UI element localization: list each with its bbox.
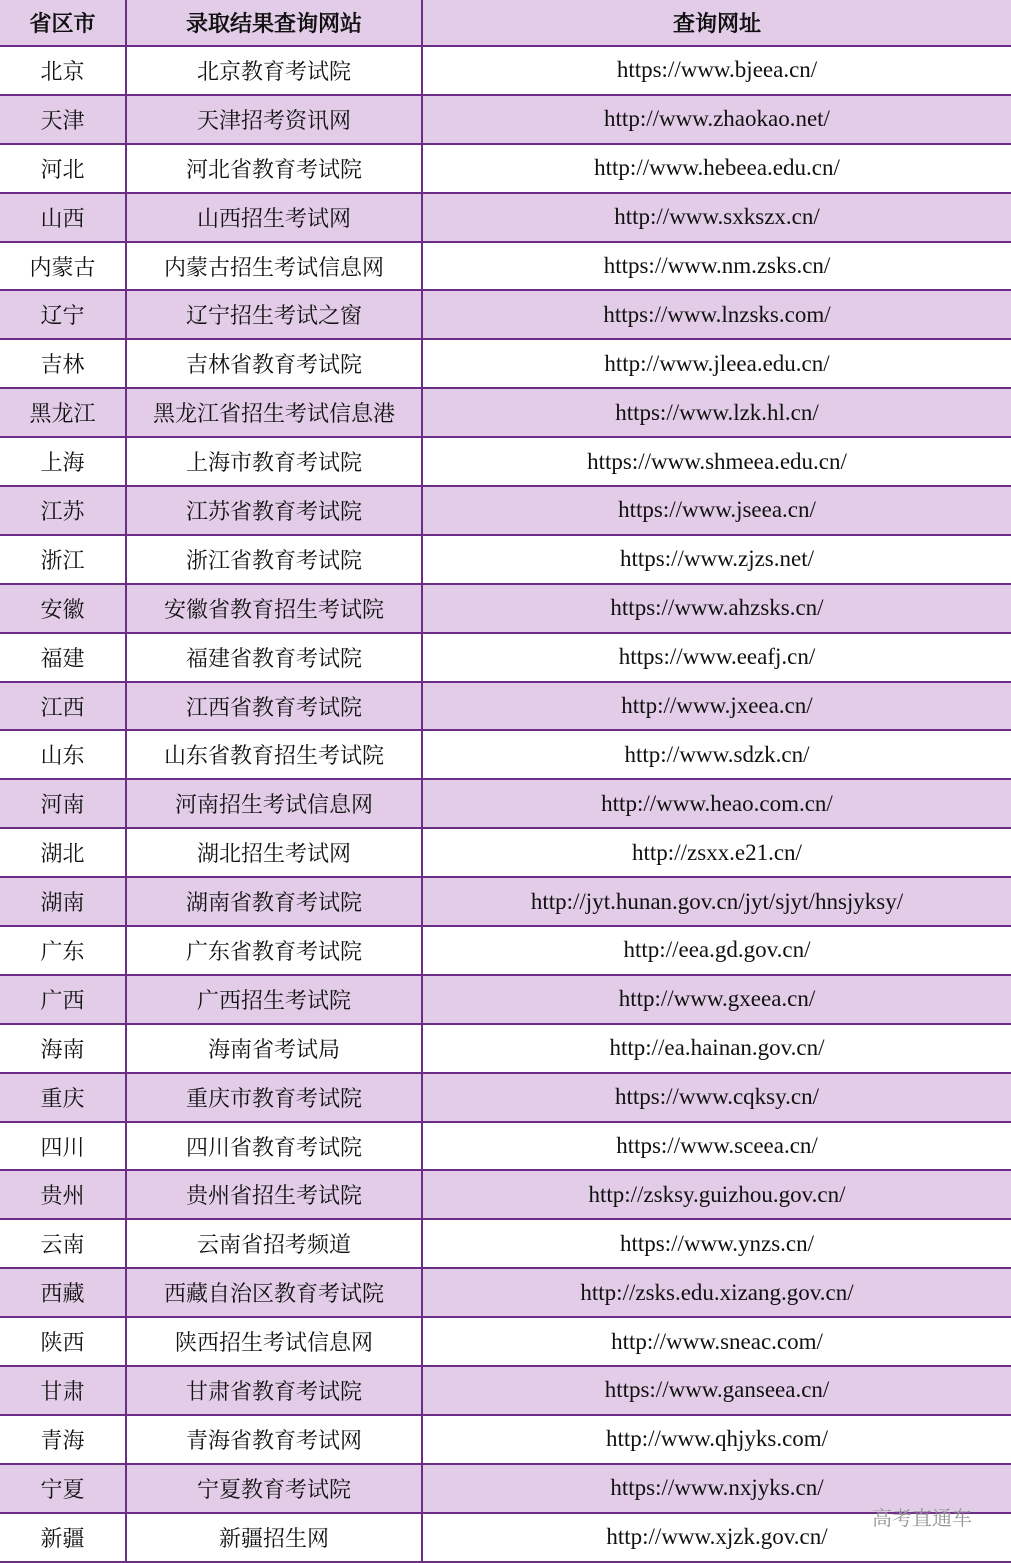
province-cell: 湖南 [0,877,126,926]
table-row [0,388,1011,437]
site-name-cell: 山东省教育招生考试院 [126,730,422,779]
table-row [0,46,1011,95]
province-cell: 四川 [0,1122,126,1171]
table-row [0,1024,1011,1073]
url-link-cell[interactable]: http://www.gxeea.cn/ [422,975,1011,1024]
url-link-cell[interactable]: http://www.jxeea.cn/ [422,682,1011,731]
site-name-cell: 新疆招生网 [126,1513,422,1562]
site-name-cell: 湖北招生考试网 [126,828,422,877]
table-row [0,926,1011,975]
table-row [0,1122,1011,1171]
site-name-cell: 甘肃省教育考试院 [126,1366,422,1415]
province-cell: 安徽 [0,584,126,633]
url-link-cell[interactable]: http://eea.gd.gov.cn/ [422,926,1011,975]
province-cell: 河北 [0,144,126,193]
site-name-cell: 浙江省教育考试院 [126,535,422,584]
url-link-cell[interactable]: https://www.ganseea.cn/ [422,1366,1011,1415]
site-name-cell: 辽宁招生考试之窗 [126,290,422,339]
province-cell: 广东 [0,926,126,975]
site-name-cell: 云南省招考频道 [126,1219,422,1268]
table-row [0,193,1011,242]
url-link-cell[interactable]: https://www.ahzsks.cn/ [422,584,1011,633]
site-name-cell: 内蒙古招生考试信息网 [126,242,422,291]
province-cell: 上海 [0,437,126,486]
site-name-cell: 海南省考试局 [126,1024,422,1073]
province-cell: 西藏 [0,1268,126,1317]
site-name-cell: 黑龙江省招生考试信息港 [126,388,422,437]
table-row [0,290,1011,339]
province-cell: 福建 [0,633,126,682]
province-cell: 山西 [0,193,126,242]
table-row [0,730,1011,779]
table-row [0,779,1011,828]
header-province: 省区市 [0,0,126,46]
province-cell: 湖北 [0,828,126,877]
url-link-cell[interactable]: https://www.jseea.cn/ [422,486,1011,535]
table-row [0,584,1011,633]
url-link-cell[interactable]: https://www.shmeea.edu.cn/ [422,437,1011,486]
province-cell: 江苏 [0,486,126,535]
url-link-cell[interactable]: http://www.qhjyks.com/ [422,1415,1011,1464]
url-link-cell[interactable]: https://www.sceea.cn/ [422,1122,1011,1171]
site-name-cell: 陕西招生考试信息网 [126,1317,422,1366]
table-row [0,339,1011,388]
url-link-cell[interactable]: http://www.hebeea.edu.cn/ [422,144,1011,193]
site-name-cell: 天津招考资讯网 [126,95,422,144]
province-cell: 浙江 [0,535,126,584]
url-link-cell[interactable]: https://www.cqksy.cn/ [422,1073,1011,1122]
table-row [0,1317,1011,1366]
table-row [0,1219,1011,1268]
table-row [0,437,1011,486]
table-row [0,1073,1011,1122]
province-cell: 广西 [0,975,126,1024]
url-link-cell[interactable]: http://www.sxkszx.cn/ [422,193,1011,242]
url-link-cell[interactable]: http://zsksy.guizhou.gov.cn/ [422,1170,1011,1219]
url-link-cell[interactable]: http://www.zhaokao.net/ [422,95,1011,144]
province-cell: 吉林 [0,339,126,388]
table-row [0,975,1011,1024]
table-row [0,1170,1011,1219]
url-link-cell[interactable]: http://www.xjzk.gov.cn/ [422,1513,1011,1562]
site-name-cell: 北京教育考试院 [126,46,422,95]
site-name-cell: 四川省教育考试院 [126,1122,422,1171]
table-row [0,1415,1011,1464]
province-cell: 河南 [0,779,126,828]
province-cell: 黑龙江 [0,388,126,437]
province-cell: 重庆 [0,1073,126,1122]
url-link-cell[interactable]: https://www.nm.zsks.cn/ [422,242,1011,291]
watermark: 高考直通车 [872,1506,972,1530]
table-row [0,1268,1011,1317]
site-name-cell: 江西省教育考试院 [126,682,422,731]
province-cell: 新疆 [0,1513,126,1562]
province-cell: 甘肃 [0,1366,126,1415]
url-link-cell[interactable]: https://www.lzk.hl.cn/ [422,388,1011,437]
table-row [0,144,1011,193]
table-row [0,242,1011,291]
header-site: 录取结果查询网站 [126,0,422,46]
site-name-cell: 广西招生考试院 [126,975,422,1024]
province-cell: 天津 [0,95,126,144]
province-cell: 江西 [0,682,126,731]
url-link-cell[interactable]: https://www.eeafj.cn/ [422,633,1011,682]
site-name-cell: 西藏自治区教育考试院 [126,1268,422,1317]
site-name-cell: 贵州省招生考试院 [126,1170,422,1219]
url-link-cell[interactable]: https://www.zjzs.net/ [422,535,1011,584]
table-header-row [0,0,1011,46]
site-name-cell: 河北省教育考试院 [126,144,422,193]
site-name-cell: 青海省教育考试网 [126,1415,422,1464]
url-link-cell[interactable]: https://www.bjeea.cn/ [422,46,1011,95]
site-name-cell: 重庆市教育考试院 [126,1073,422,1122]
province-cell: 宁夏 [0,1464,126,1513]
header-url: 查询网址 [422,0,1011,46]
url-link-cell[interactable]: http://www.sdzk.cn/ [422,730,1011,779]
table-row [0,877,1011,926]
table-body [0,46,1011,1562]
site-name-cell: 吉林省教育考试院 [126,339,422,388]
province-cell: 山东 [0,730,126,779]
url-link-cell[interactable]: http://www.jleea.edu.cn/ [422,339,1011,388]
site-name-cell: 山西招生考试网 [126,193,422,242]
url-link-cell[interactable]: https://www.nxjyks.cn/ [422,1464,1011,1513]
table-row [0,1513,1011,1562]
url-link-cell[interactable]: http://zsks.edu.xizang.gov.cn/ [422,1268,1011,1317]
url-link-cell[interactable]: http://jyt.hunan.gov.cn/jyt/sjyt/hnsjyksy/ [422,877,1011,926]
site-name-cell: 湖南省教育考试院 [126,877,422,926]
site-name-cell: 河南招生考试信息网 [126,779,422,828]
site-name-cell: 上海市教育考试院 [126,437,422,486]
site-name-cell: 宁夏教育考试院 [126,1464,422,1513]
table-row [0,535,1011,584]
province-cell: 陕西 [0,1317,126,1366]
province-cell: 云南 [0,1219,126,1268]
url-link-cell[interactable]: https://www.ynzs.cn/ [422,1219,1011,1268]
table-row [0,828,1011,877]
table-row [0,633,1011,682]
site-name-cell: 江苏省教育考试院 [126,486,422,535]
province-cell: 内蒙古 [0,242,126,291]
table-row [0,682,1011,731]
province-cell: 贵州 [0,1170,126,1219]
province-cell: 北京 [0,46,126,95]
url-link-cell[interactable]: http://zsxx.e21.cn/ [422,828,1011,877]
province-cell: 青海 [0,1415,126,1464]
url-link-cell[interactable]: https://www.lnzsks.com/ [422,290,1011,339]
table-row [0,486,1011,535]
table-row [0,1366,1011,1415]
table-row [0,1464,1011,1513]
url-link-cell[interactable]: http://www.heao.com.cn/ [422,779,1011,828]
site-name-cell: 安徽省教育招生考试院 [126,584,422,633]
url-link-cell[interactable]: http://ea.hainan.gov.cn/ [422,1024,1011,1073]
site-name-cell: 福建省教育考试院 [126,633,422,682]
province-cell: 辽宁 [0,290,126,339]
site-name-cell: 广东省教育考试院 [126,926,422,975]
table-row [0,95,1011,144]
url-link-cell[interactable]: http://www.sneac.com/ [422,1317,1011,1366]
province-cell: 海南 [0,1024,126,1073]
